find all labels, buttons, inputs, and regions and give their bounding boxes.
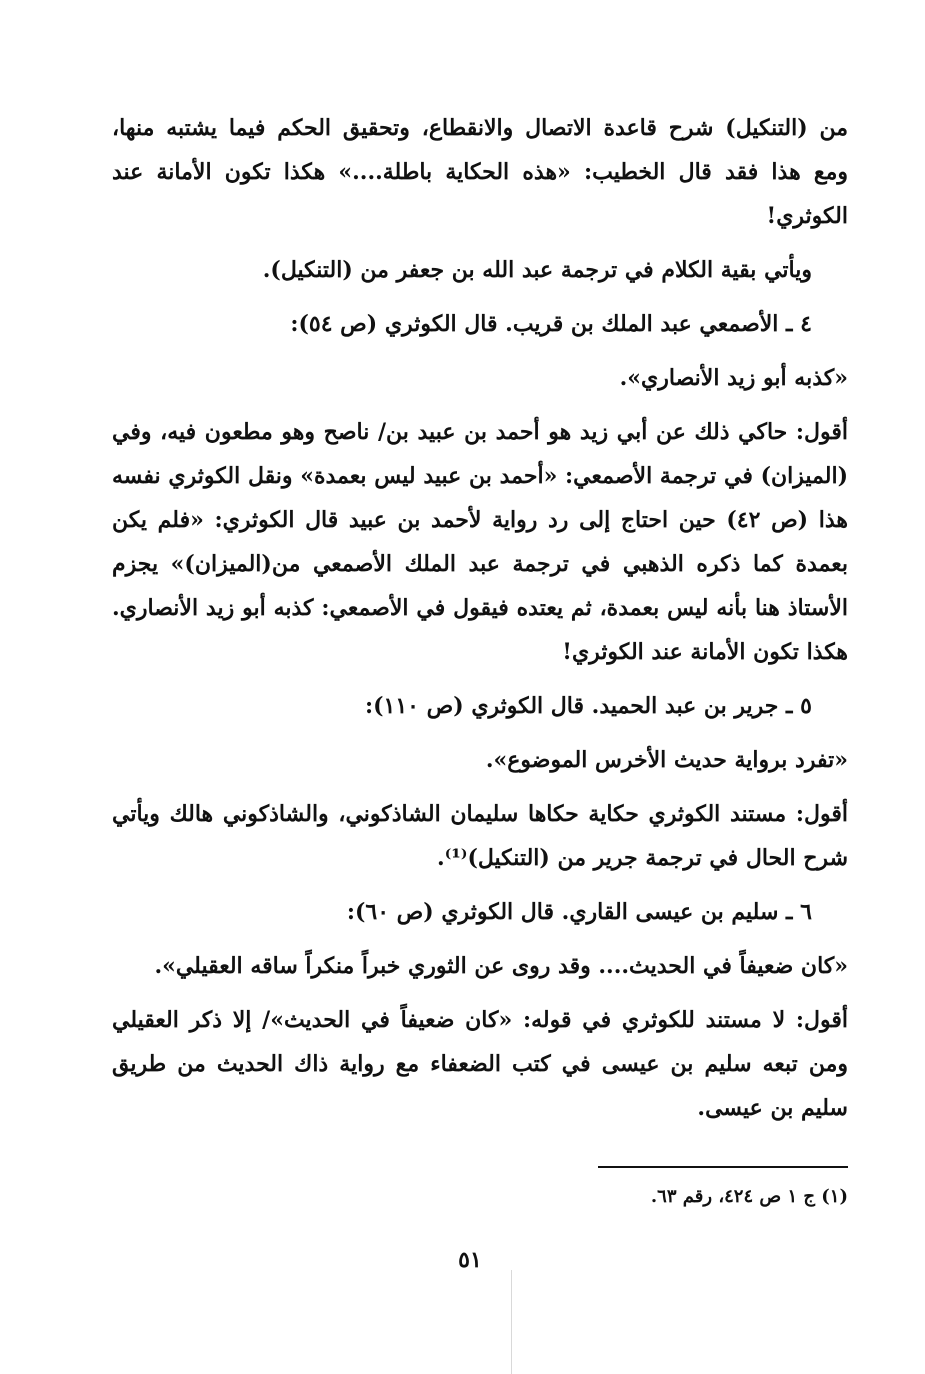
quote-5: «تفرد برواية حديث الأخرس الموضوع». bbox=[485, 747, 848, 773]
footnote: (١) ج ١ ص ٤٢٤، رقم ٦٣. bbox=[650, 1186, 848, 1207]
scan-fold-line bbox=[511, 1270, 512, 1374]
main-text bbox=[112, 106, 848, 1130]
entry-4-heading: ٤ ـ الأصمعي عبد الملك بن قريب. قال الكوثري (ص ٥٤): bbox=[290, 311, 812, 337]
paragraph-5: أقول: حاكي ذلك عن أبي زيد هو أحمد بن عبيد بن/ ناصح وهو مطعون فيه، وفي (الميزان) في ترجمة الأصمعي: «أحمد بن عبيد ليس بعمدة» ونقل الكوثري نفسه هذا (ص ٤٢) حين احتاج إلى رد رواية لأحمد بن عبيد قال الكوثري: «فلم يكن بعمدة كما ذكره الذهبي في ترجمة عبد الملك الأصمعي من(الميزان)» يجزم الأستاذ هنا بأنه ليس بعمدة، ثم يعتده فيقول في الأصمعي: كذبه أبو زيد الأنصاري. هكذا تكون الأمانة عند الكوثري! bbox=[112, 419, 848, 665]
paragraph-8: أقول: مستند الكوثري حكاية حكاها سليمان الشاذكوني، والشاذكوني هالك ويأتي شرح الحال في ترجمة جرير من (التنكيل)⁽¹⁾. bbox=[112, 801, 848, 871]
quote-6: «كان ضعيفاً في الحديث.... وقد روى عن الثوري خبراً منكراً ساقه العقيلي». bbox=[154, 953, 848, 979]
quote-4: «كذبه أبو زيد الأنصاري». bbox=[619, 365, 848, 391]
entry-6-heading: ٦ ـ سليم بن عيسى القاري. قال الكوثري (ص ٦٠): bbox=[346, 899, 812, 925]
page-number: ٥١ bbox=[458, 1247, 482, 1273]
paragraph-11: أقول: لا مستند للكوثري في قوله: «كان ضعيفاً في الحديث»/ إلا ذكر العقيلي ومن تبعه سليم بن عيسى في كتب الضعفاء مع رواية ذاك الحديث من طريق سليم بن عيسى. bbox=[112, 1007, 848, 1121]
paragraph-2: ويأتي بقية الكلام في ترجمة عبد الله بن جعفر من (التنكيل). bbox=[262, 257, 812, 283]
entry-5-heading: ٥ ـ جرير بن عبد الحميد. قال الكوثري (ص ١١٠): bbox=[365, 693, 812, 719]
paragraph-1: من (التنكيل) شرح قاعدة الاتصال والانقطاع، وتحقيق الحكم فيما يشتبه منها، ومع هذا فقد قال الخطيب: «هذه الحكاية باطلة....» هكذا تكون الأمانة عند الكوثري! bbox=[112, 115, 848, 229]
footnote-divider bbox=[598, 1166, 848, 1168]
